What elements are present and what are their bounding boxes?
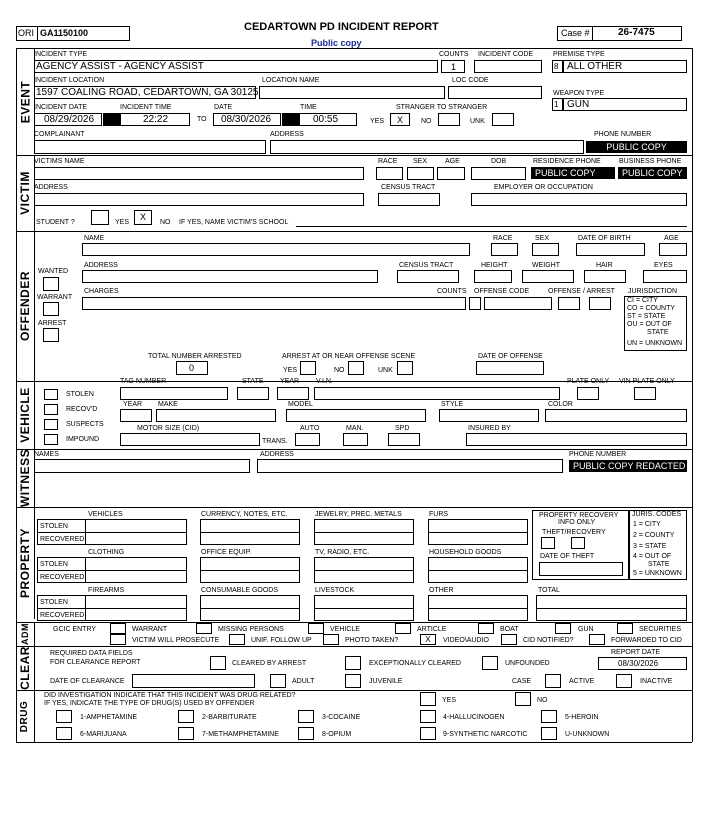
victim-address-field[interactable]	[34, 193, 364, 206]
theft-recovery-label: THEFT/RECOVERY	[542, 529, 606, 536]
case-value: 26-7475	[618, 27, 655, 38]
drug-1-checkbox[interactable]	[56, 710, 72, 723]
cleared-arrest-checkbox[interactable]	[210, 656, 226, 670]
firearms-stolen-label: STOLEN	[40, 599, 68, 606]
stranger-yes-checkbox[interactable]: X	[390, 113, 410, 126]
vehicles-recovered-label: RECOVERED	[40, 536, 85, 543]
info-only-label: INFO ONLY	[558, 519, 596, 526]
drug-8-checkbox[interactable]	[298, 727, 314, 740]
offense-code-label: OFFENSE CODE	[474, 288, 530, 295]
victim-census-label: CENSUS TRACT	[381, 184, 436, 191]
unif-checkbox[interactable]	[229, 634, 245, 645]
report-date-label: REPORT DATE	[611, 649, 661, 656]
tag-label: TAG NUMBER	[120, 378, 167, 385]
report-date-value: 08/30/2026	[618, 659, 659, 668]
drug-4-label: 4-HALLUCINOGEN	[443, 714, 505, 721]
drug-7-label: 7-METHAMPHETAMINE	[202, 731, 279, 738]
student-yes-checkbox[interactable]	[91, 210, 109, 225]
juris-2: 2 = COUNTY	[633, 532, 675, 539]
other-label: OTHER	[429, 587, 454, 594]
witness-address-field[interactable]	[257, 459, 563, 473]
witness-phone-label: PHONE NUMBER	[569, 451, 627, 458]
furs-label: FURS	[429, 511, 449, 518]
photo-label: PHOTO TAKEN?	[345, 637, 399, 644]
tag-field[interactable]	[120, 387, 228, 400]
photo-checkbox[interactable]	[323, 634, 339, 645]
time-value: 00:55	[313, 114, 339, 125]
theft-checkbox[interactable]	[541, 537, 555, 549]
cleared-arrest-label: CLEARED BY ARREST	[232, 660, 307, 667]
cid-checkbox[interactable]	[501, 634, 517, 645]
incident-time-value: 22:22	[143, 114, 169, 125]
arrest-scene-no-label: NO	[334, 367, 345, 374]
warrant-adm-label: WARRANT	[132, 626, 168, 633]
drug-4-checkbox[interactable]	[420, 710, 436, 723]
date-theft-label: DATE OF THEFT	[540, 553, 595, 560]
arrest-scene-yes-label: YES	[283, 367, 298, 374]
incident-type-label: INCIDENT TYPE	[34, 51, 88, 58]
drug-question-1: DID INVESTIGATION INDICATE THAT THIS INCIDENT WAS DRUG RELATED?	[44, 692, 296, 699]
premise-value: ALL OTHER	[567, 61, 623, 72]
section-adm: ADM	[20, 623, 30, 645]
unfounded-label: UNFOUNDED	[505, 660, 550, 667]
student-label: STUDENT ?	[36, 219, 75, 226]
date-theft-field[interactable]	[539, 562, 623, 576]
vehicles-label: VEHICLES	[88, 511, 123, 518]
offender-hair-label: HAIR	[596, 262, 613, 269]
unfounded-checkbox[interactable]	[482, 656, 498, 670]
clothing-recovered-label: RECOVERED	[40, 574, 85, 581]
total-arrested-value: 0	[189, 363, 195, 373]
victim-census-field[interactable]	[378, 193, 440, 206]
drug-6-checkbox[interactable]	[56, 727, 72, 740]
juris-code-ou: OU = OUT OF	[627, 321, 672, 328]
case-status-label: CASE	[512, 678, 532, 685]
victim-age-label: AGE	[445, 158, 460, 165]
offense-checkbox[interactable]	[558, 297, 580, 310]
firearms-recovered-label: RECOVERED	[40, 612, 85, 619]
vehicle-stolen-label: STOLEN	[66, 391, 94, 398]
drug-no-checkbox[interactable]	[515, 692, 531, 706]
drug-yes-checkbox[interactable]	[420, 692, 436, 706]
year-field[interactable]	[277, 387, 309, 400]
arrest-checkbox-2[interactable]	[589, 297, 611, 310]
vehicle-suspects-checkbox[interactable]	[44, 419, 58, 430]
offender-dob-field[interactable]	[576, 243, 645, 256]
arrest-scene-unk-checkbox[interactable]	[397, 361, 413, 375]
boat-checkbox[interactable]	[478, 623, 494, 634]
wanted-label: WANTED	[38, 268, 69, 275]
vehicle-adm-label: VEHICLE	[330, 626, 360, 633]
date-label: DATE	[214, 104, 233, 111]
offender-name-field[interactable]	[82, 243, 470, 256]
securities-checkbox[interactable]	[617, 623, 633, 634]
plate-only-label: PLATE ONLY	[567, 378, 610, 385]
juvenile-label: JUVENILE	[369, 678, 403, 685]
arrest-scene-yes-checkbox[interactable]	[300, 361, 316, 375]
juris-3: 3 = STATE	[633, 543, 667, 550]
video-checkbox[interactable]: X	[420, 634, 436, 645]
missing-checkbox[interactable]	[196, 623, 212, 634]
drug-question-2: IF YES, INDICATE THE TYPE OF DRUG(S) USED BY OFFENDER	[44, 700, 255, 707]
premise-type-label: PREMISE TYPE	[553, 51, 605, 58]
offender-name-label: NAME	[84, 235, 105, 242]
offense-code-field[interactable]	[484, 297, 552, 310]
offender-race-label: RACE	[493, 235, 513, 242]
make-label: MAKE	[158, 401, 178, 408]
juris-code-co: CO = COUNTY	[627, 305, 676, 312]
stranger-yes-label: YES	[370, 118, 385, 125]
juris-4-state: STATE	[648, 561, 670, 568]
witness-address-label: ADDRESS	[260, 451, 294, 458]
cid-label: CID NOTIFIED?	[523, 637, 574, 644]
arrest-scene-unk-label: UNK	[378, 367, 393, 374]
section-offender: OFFENDER	[18, 271, 32, 341]
offender-census-label: CENSUS TRACT	[399, 262, 454, 269]
total-label: TOTAL	[538, 587, 560, 594]
offender-sex-label: SEX	[535, 235, 550, 242]
required-label: REQUIRED DATA FIELDS	[50, 650, 133, 657]
victim-employer-field[interactable]	[471, 193, 687, 206]
drug-9-checkbox[interactable]	[420, 727, 436, 740]
victim-address-label: ADDRESS	[34, 184, 68, 191]
stranger-no-checkbox[interactable]	[438, 113, 460, 126]
active-label: ACTIVE	[569, 678, 595, 685]
offender-address-label: ADDRESS	[84, 262, 118, 269]
residence-phone-value: PUBLIC COPY	[531, 167, 615, 179]
stranger-label: STRANGER TO STRANGER	[396, 104, 488, 111]
charges-label: CHARGES	[84, 288, 119, 295]
forwarded-checkbox[interactable]	[589, 634, 605, 645]
incident-code-field[interactable]	[474, 60, 542, 73]
victim-name-field[interactable]	[34, 167, 364, 180]
missing-label: MISSING PERSONS	[218, 626, 284, 633]
insured-field[interactable]	[466, 433, 687, 446]
victim-sex-field[interactable]	[407, 167, 434, 180]
offender-sex-field[interactable]	[532, 243, 559, 256]
clothing-label: CLOTHING	[88, 549, 125, 556]
juris-codes-label: JURIS. CODES	[632, 511, 682, 518]
office-label: OFFICE EQUIP.	[201, 549, 252, 556]
student-yes-label: YES	[115, 219, 130, 226]
weapon-code-value: 1	[554, 100, 559, 109]
auto-checkbox[interactable]	[295, 433, 320, 446]
drug-1-label: 1-AMPHETAMINE	[80, 714, 138, 721]
section-drug: DRUG	[19, 700, 31, 732]
vin-field[interactable]	[314, 387, 560, 400]
video-label: VIDEO\AUDIO	[443, 637, 489, 644]
state-field[interactable]	[237, 387, 269, 400]
prosecute-label: VICTIM WILL PROSECUTE	[132, 637, 220, 644]
man-checkbox[interactable]	[343, 433, 368, 446]
auto-label: AUTO	[300, 425, 320, 432]
school-label: IF YES, NAME VICTIM'S SCHOOL	[179, 219, 289, 226]
drug-no-label: NO	[537, 697, 548, 704]
juvenile-checkbox[interactable]	[345, 674, 361, 688]
for-clearance-label: FOR CLEARANCE REPORT	[50, 659, 141, 666]
stranger-no-label: NO	[421, 118, 432, 125]
offender-counts-label: COUNTS	[437, 288, 467, 295]
loc-code-field[interactable]	[448, 86, 542, 99]
stranger-unk-checkbox[interactable]	[492, 113, 514, 126]
business-phone-label: BUSINESS PHONE	[619, 158, 682, 165]
victim-sex-label: SEX	[413, 158, 428, 165]
trans-label: TRANS.	[262, 438, 288, 445]
insured-label: INSURED BY	[468, 425, 511, 432]
securities-label: SECURITIES	[639, 626, 682, 633]
witness-names-label: NAMES	[34, 451, 59, 458]
year2-field[interactable]	[120, 409, 152, 422]
plate-only-checkbox[interactable]	[577, 387, 599, 400]
juris-4: 4 = OUT OF	[633, 553, 672, 560]
household-label: HOUSEHOLD GOODS	[429, 549, 502, 556]
total-arrested-label: TOTAL NUMBER ARRESTED	[148, 353, 242, 360]
offender-eyes-label: EYES	[654, 262, 673, 269]
time-label: TIME	[300, 104, 317, 111]
currency-label: CURRENCY, NOTES, ETC.	[201, 511, 288, 518]
gun-label: GUN	[578, 626, 594, 633]
adult-label: ADULT	[292, 678, 315, 685]
gun-checkbox[interactable]	[555, 623, 571, 634]
motor-field[interactable]	[120, 433, 260, 446]
juris-code-ci: CI = CITY	[627, 297, 658, 304]
section-witness: WITNESS	[18, 448, 33, 508]
style-label: STYLE	[441, 401, 464, 408]
prosecute-checkbox[interactable]	[110, 634, 126, 645]
offender-counts-field[interactable]	[469, 297, 481, 310]
incident-date-label: INCIDENT DATE	[34, 104, 88, 111]
section-clear: CLEAR	[18, 646, 32, 690]
offender-weight-label: WEIGHT	[532, 262, 560, 269]
to-label: TO	[197, 116, 207, 123]
student-no-checkbox[interactable]: X	[134, 210, 152, 225]
incident-type-value: AGENCY ASSIST - AGENCY ASSIST	[36, 61, 204, 72]
active-checkbox[interactable]	[545, 674, 561, 688]
inactive-checkbox[interactable]	[616, 674, 632, 688]
incident-location-value: 1597 COALING ROAD, CEDARTOWN, GA 30125	[36, 87, 259, 98]
complainant-address-label: ADDRESS	[270, 131, 304, 138]
firearms-label: FIREARMS	[88, 587, 125, 594]
drug-2-checkbox[interactable]	[178, 710, 194, 723]
date-value: 08/30/2026	[221, 114, 272, 125]
location-name-label: LOCATION NAME	[262, 77, 320, 84]
boat-label: BOAT	[500, 626, 519, 633]
gcic-label: GCIC ENTRY	[53, 626, 97, 633]
drug-3-checkbox[interactable]	[298, 710, 314, 723]
man-label: MAN.	[346, 425, 364, 432]
drug-7-checkbox[interactable]	[178, 727, 194, 740]
color-field[interactable]	[545, 409, 687, 422]
offender-eyes-field[interactable]	[643, 270, 687, 283]
unif-label: UNIF. FOLLOW UP	[251, 637, 312, 644]
model-field[interactable]	[286, 409, 426, 422]
year-label: YEAR	[280, 378, 300, 385]
loc-code-label: LOC CODE	[452, 77, 489, 84]
report-subtitle: Public copy	[311, 38, 362, 48]
drug-3-label: 3-COCAINE	[322, 714, 361, 721]
offender-age-field[interactable]	[659, 243, 687, 256]
witness-phone-value: PUBLIC COPY REDACTED	[569, 460, 687, 472]
drug-6-label: 6-MARIJUANA	[80, 731, 127, 738]
juris-code-state: STATE	[647, 329, 669, 336]
date-clearance-field[interactable]	[132, 674, 255, 688]
offender-hair-field[interactable]	[584, 270, 626, 283]
motor-label: MOTOR SIZE (CID)	[137, 425, 200, 432]
vin-plate-only-checkbox[interactable]	[634, 387, 656, 400]
forwarded-label: FORWARDED TO CID	[611, 637, 682, 644]
complainant-phone-label: PHONE NUMBER	[594, 131, 652, 138]
weapon-type-label: WEAPON TYPE	[553, 90, 605, 97]
business-phone-value: PUBLIC COPY	[618, 167, 687, 179]
juris-code-un: UN = UNKNOWN	[627, 340, 683, 347]
vehicles-stolen-label: STOLEN	[40, 523, 68, 530]
arrest-checkbox[interactable]	[43, 328, 59, 342]
vin-plate-only-label: VIN PLATE ONLY	[619, 378, 675, 385]
counts-value: 1	[451, 62, 457, 72]
warrant-label: WARRANT	[37, 294, 73, 301]
offender-height-label: HEIGHT	[481, 262, 508, 269]
juris-1: 1 = CITY	[633, 521, 661, 528]
vehicle-impound-label: IMPOUND	[66, 436, 100, 443]
residence-phone-label: RESIDENCE PHONE	[533, 158, 601, 165]
offender-weight-field[interactable]	[522, 270, 574, 283]
incident-date-value: 08/29/2026	[44, 114, 95, 125]
vehicle-adm-checkbox[interactable]	[308, 623, 324, 634]
section-property: PROPERTY	[18, 527, 33, 599]
jurisdiction-label: JURISDICTION	[628, 288, 677, 295]
clothing-stolen-label: STOLEN	[40, 561, 68, 568]
ori-value: GA1150100	[40, 28, 89, 38]
drug-5-label: 5-HEROIN	[565, 714, 599, 721]
section-vehicle: VEHICLE	[18, 387, 33, 443]
drug-u-checkbox[interactable]	[541, 727, 557, 740]
complainant-phone-value: PUBLIC COPY	[586, 141, 687, 153]
exceptionally-checkbox[interactable]	[345, 656, 361, 670]
victim-name-label: VICTIMS NAME	[34, 158, 85, 165]
witness-name-field[interactable]	[34, 459, 250, 473]
drug-2-label: 2-BARBITURATE	[202, 714, 257, 721]
tv-label: TV, RADIO, ETC.	[315, 549, 370, 556]
victim-race-field[interactable]	[376, 167, 403, 180]
recovery-label: PROPERTY RECOVERY	[539, 512, 619, 519]
drug-5-checkbox[interactable]	[541, 710, 557, 723]
date-offense-label: DATE OF OFFENSE	[478, 353, 543, 360]
color-label: COLOR	[548, 401, 573, 408]
spd-field[interactable]	[388, 433, 420, 446]
state-label: STATE	[242, 378, 264, 385]
drug-8-label: 8-OPIUM	[322, 731, 352, 738]
offender-dob-label: DATE OF BIRTH	[578, 235, 631, 242]
juris-5: 5 = UNKNOWN	[633, 570, 682, 577]
model-label: MODEL	[288, 401, 313, 408]
victim-age-field[interactable]	[437, 167, 465, 180]
charges-field[interactable]	[82, 297, 466, 310]
incident-code-label: INCIDENT CODE	[478, 51, 534, 58]
recovery-checkbox[interactable]	[571, 537, 585, 549]
offense-arrest-label: OFFENSE / ARREST	[548, 288, 615, 295]
offender-census-field[interactable]	[397, 270, 459, 283]
jewelry-label: JEWELRY, PREC. METALS	[315, 511, 402, 518]
victim-dob-label: DOB	[491, 158, 507, 165]
spd-label: SPD	[395, 425, 410, 432]
incident-time-label: INCIDENT TIME	[120, 104, 172, 111]
arrest-scene-label: ARREST AT OR NEAR OFFENSE SCENE	[282, 353, 416, 360]
exceptionally-label: EXCEPTIONALLY CLEARED	[369, 660, 461, 667]
offender-age-label: AGE	[664, 235, 679, 242]
complainant-address-field[interactable]	[270, 140, 584, 154]
consumable-label: CONSUMABLE GOODS	[201, 587, 279, 594]
section-event: EVENT	[18, 80, 33, 124]
weapon-value: GUN	[567, 99, 590, 110]
student-no-label: NO	[160, 219, 171, 226]
arrest-scene-no-checkbox[interactable]	[348, 361, 364, 375]
incident-location-label: INCIDENT LOCATION	[34, 77, 105, 84]
vehicle-recovd-checkbox[interactable]	[44, 404, 58, 415]
adult-checkbox[interactable]	[270, 674, 286, 688]
drug-yes-label: YES	[442, 697, 457, 704]
ori-label: ORI	[18, 28, 35, 38]
date-clearance-label: DATE OF CLEARANCE	[50, 678, 125, 685]
offender-address-field[interactable]	[82, 270, 378, 283]
vehicle-stolen-checkbox[interactable]	[44, 389, 58, 400]
case-label: Case #	[561, 28, 590, 38]
livestock-label: LIVESTOCK	[315, 587, 355, 594]
complainant-field[interactable]	[34, 140, 266, 154]
vehicle-impound-checkbox[interactable]	[44, 434, 58, 445]
victim-race-label: RACE	[378, 158, 398, 165]
counts-label: COUNTS	[439, 51, 469, 58]
vehicle-suspects-label: SUSPECTS	[66, 421, 104, 428]
wanted-checkbox[interactable]	[43, 277, 59, 291]
complainant-label: COMPLAINANT	[34, 131, 85, 138]
premise-code-value: 8	[554, 62, 559, 71]
inactive-label: INACTIVE	[640, 678, 673, 685]
arrest-label: ARREST	[38, 320, 67, 327]
victim-dob-field[interactable]	[471, 167, 526, 180]
drug-9-label: 9-SYNTHETIC NARCOTIC	[443, 731, 528, 738]
location-name-field[interactable]	[259, 86, 445, 99]
offender-height-field[interactable]	[474, 270, 512, 283]
report-title: CEDARTOWN PD INCIDENT REPORT	[244, 21, 439, 33]
style-field[interactable]	[439, 409, 539, 422]
stranger-unk-label: UNK	[470, 118, 485, 125]
make-field[interactable]	[156, 409, 276, 422]
vehicle-recovd-label: RECOV'D	[66, 406, 98, 413]
warrant-adm-checkbox[interactable]	[110, 623, 126, 634]
offender-race-field[interactable]	[491, 243, 518, 256]
year2-label: YEAR	[123, 401, 143, 408]
article-checkbox[interactable]	[395, 623, 411, 634]
warrant-checkbox[interactable]	[43, 302, 59, 316]
juris-code-st: ST = STATE	[627, 313, 666, 320]
article-label: ARTICLE	[417, 626, 447, 633]
drug-u-label: U-UNKNOWN	[565, 731, 610, 738]
victim-employer-label: EMPLOYER OR OCCUPATION	[494, 184, 593, 191]
vin-label: V.I.N.	[316, 378, 333, 385]
section-victim: VICTIM	[18, 171, 33, 215]
date-offense-field[interactable]	[476, 361, 544, 375]
